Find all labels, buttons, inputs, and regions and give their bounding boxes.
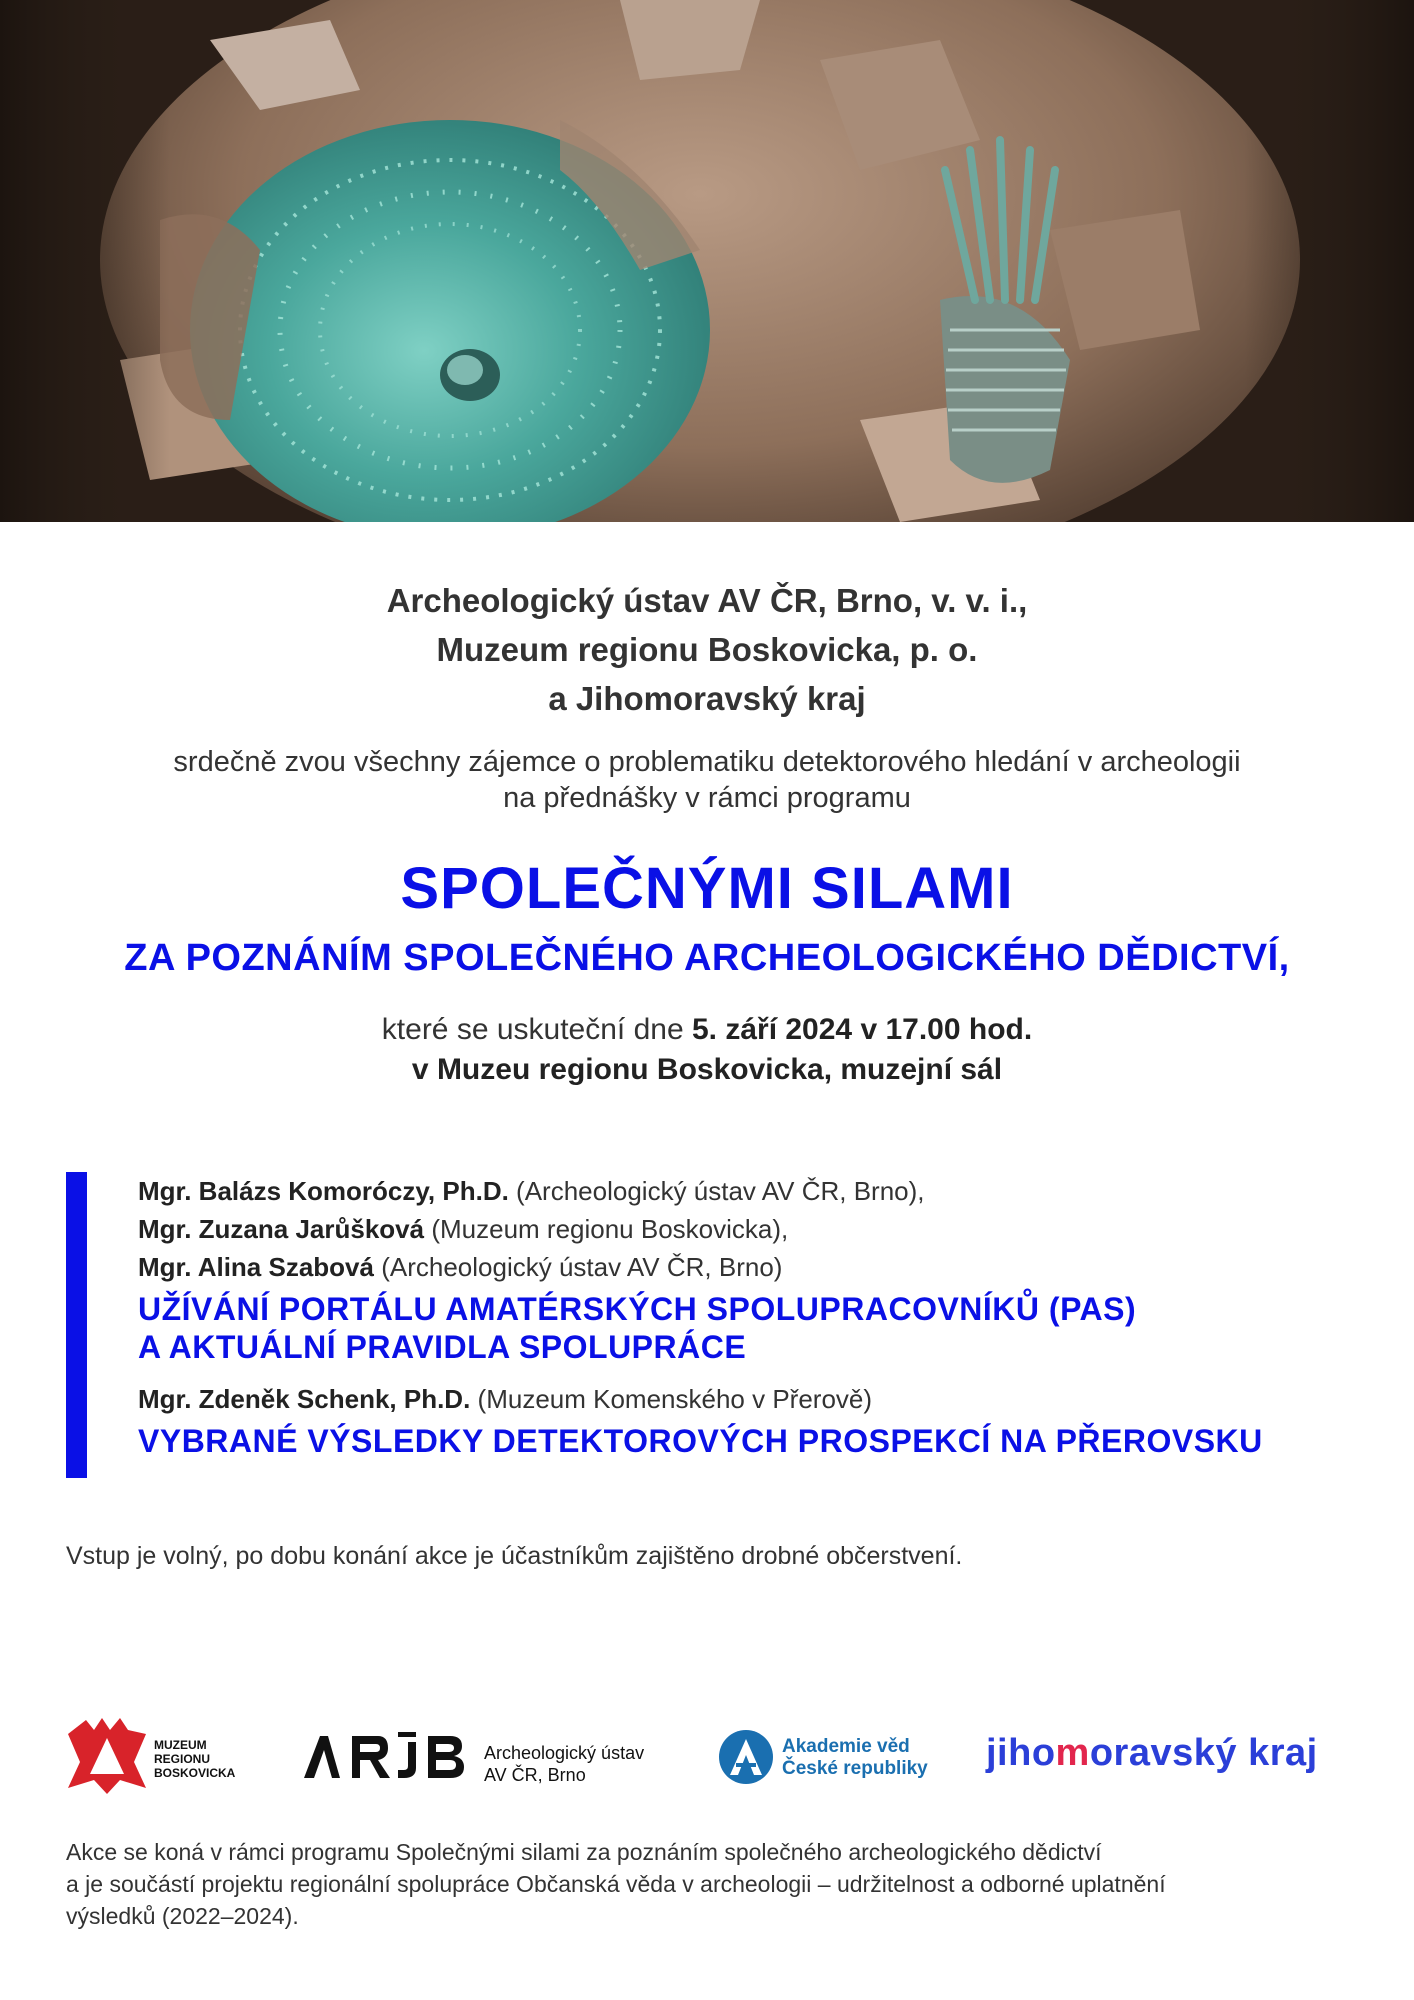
hero-photo [0,0,1414,522]
event-date: 5. září 2024 v 17.00 hod. [691,1013,1033,1046]
speaker [138,1172,1358,1210]
organizer-line: Muzeum regionu Boskovicka, p. o. [436,631,978,668]
speaker-name: Mgr. Zuzana Jarůšková [138,1214,425,1244]
program-title: SPOLEČNÝMI SILAMI [400,856,1014,921]
speaker-affiliation: (Muzeum regionu Boskovicka), [424,1214,789,1244]
event-date-prefix: které se uskuteční dne [381,1013,692,1046]
speaker-name: Mgr. Zdeněk Schenk, Ph.D. [138,1384,471,1414]
talk-title: A AKTUÁLNÍ PRAVIDLA SPOLUPRÁCE [138,1329,747,1365]
footer-line: a je součástí projektu regionální spolupráce Občanská věda v archeologii – udržitelnost a odborné uplatnění [66,1871,1166,1897]
footer-note [66,1836,1366,1932]
museum-logo-text: MUZEUM REGIONU BOSKOVICKA [154,1738,236,1780]
organizer-line: a Jihomoravský kraj [548,680,866,717]
jmk-logo [986,1712,1356,1802]
av-cr-logo [718,1712,938,1802]
speaker-affiliation: (Archeologický ústav AV ČR, Brno), [508,1176,925,1206]
program-subtitle: ZA POZNÁNÍM SPOLEČNÉHO ARCHEOLOGICKÉHO DĚDICTVÍ, [124,937,1290,979]
av-cr-logo-text: Akademie věd České republiky [782,1736,928,1779]
entry-note: Vstup je volný, po dobu konání akce je účastníkům zajištěno drobné občerstvení. [66,1542,963,1570]
invitation-line: srdečně zvou všechny zájemce o problematiku detektorového hledání v archeologii [173,746,1241,778]
organizers [0,576,1414,723]
arub-logo-text: Archeologický ústav AV ČR, Brno [484,1743,645,1785]
invitation-text [0,744,1414,816]
arub-mark-icon [300,1732,470,1782]
partner-logos [0,1712,1414,1802]
museum-logo [64,1712,254,1802]
talk-title: UŽÍVÁNÍ PORTÁLU AMATÉRSKÝCH SPOLUPRACOVNÍKŮ (PAS) [138,1291,1137,1327]
invitation-line: na přednášky v rámci programu [503,782,911,814]
speaker-name: Mgr. Balázs Komoróczy, Ph.D. [138,1176,509,1206]
event-date-line [0,1010,1414,1050]
speaker-affiliation: (Archeologický ústav AV ČR, Brno) [373,1252,783,1282]
talks-list [138,1172,1358,1460]
av-cr-emblem-icon [718,1729,774,1785]
speaker-affiliation: (Muzeum Komenského v Přerově) [470,1384,873,1414]
speaker [138,1380,1358,1418]
bronze-hoard-photo [0,0,1414,522]
speaker [138,1210,1358,1248]
jmk-logo-text: jihomoravský kraj [986,1732,1318,1774]
museum-emblem-icon [64,1716,150,1796]
organizer-line: Archeologický ústav AV ČR, Brno, v. v. i., [386,582,1028,619]
talks-block [66,1172,1366,1478]
footer-line: výsledků (2022–2024). [66,1903,299,1929]
event-place: v Muzeu regionu Boskovicka, muzejní sál [411,1053,1003,1086]
speaker [138,1248,1358,1286]
footer-line: Akce se koná v rámci programu Společnými silami za poznáním společného archeologického dědictví [66,1839,1102,1865]
speaker-name: Mgr. Alina Szabová [138,1252,374,1282]
talk-title: VYBRANÉ VÝSLEDKY DETEKTOROVÝCH PROSPEKCÍ NA PŘEROVSKU [138,1423,1263,1459]
accent-bar [66,1172,87,1478]
event-when [0,1010,1414,1090]
arub-logo [300,1712,670,1802]
